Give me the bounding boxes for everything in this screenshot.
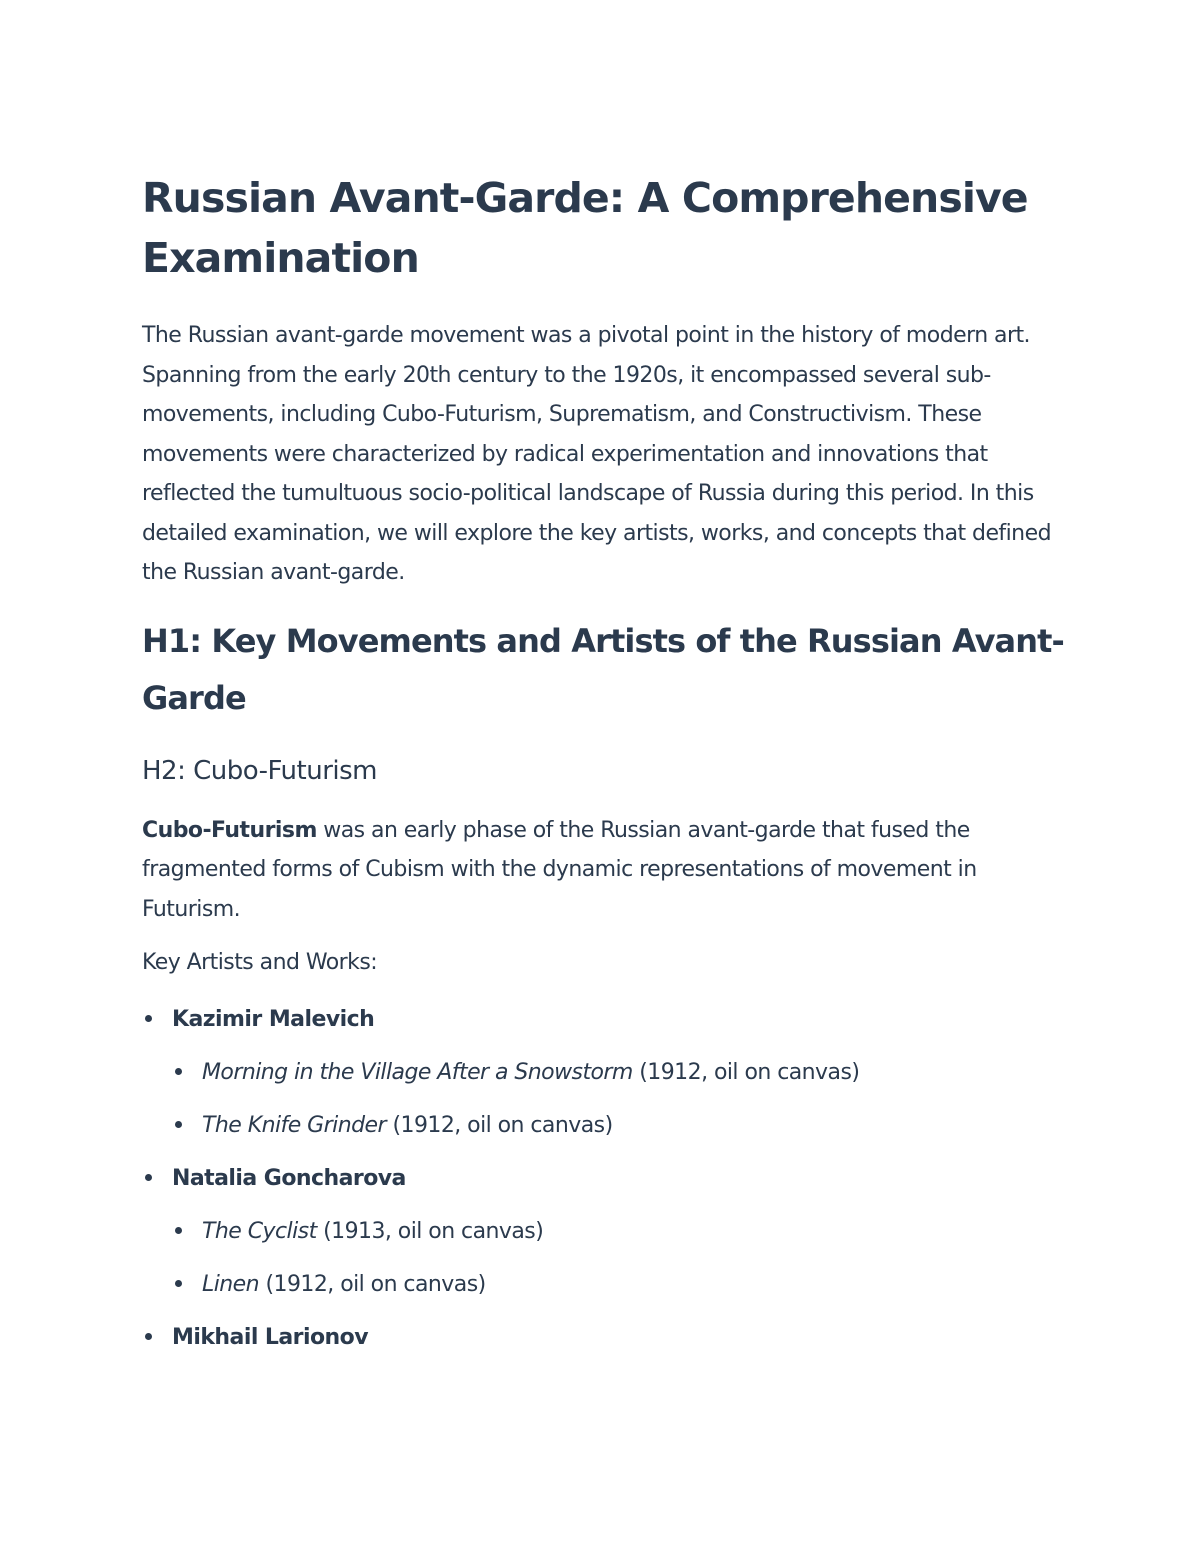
intro-paragraph: The Russian avant-garde movement was a pivotal point in the history of modern art. Spanning from the early 20th century to the 1920s, it encompassed several sub-movements, including Cubo-Futurism, Suprematism, and Constructivism. These movements were characterized by radical experimentation and innovations that reflected the tumultuous socio-political landscape of Russia during this period. In this detailed examination, we will explore the key artists, works, and concepts that defined the Russian avant-garde. <box>142 323 1051 585</box>
works-list <box>172 1046 1072 1152</box>
bullet-icon <box>145 1015 152 1022</box>
works-list <box>172 1205 1072 1311</box>
artist-name: Kazimir Malevich <box>172 1006 375 1032</box>
work-details: (1912, oil on canvas) <box>632 1059 860 1085</box>
work-details: (1913, oil on canvas) <box>316 1218 544 1244</box>
work-item <box>172 1099 1072 1152</box>
cubo-futurism-description: was an early phase of the Russian avant-garde that fused the fragmented forms of Cubism with the dynamic representations of movement in Futurism. <box>142 817 977 922</box>
artists-list <box>142 993 1072 1364</box>
bullet-icon <box>175 1121 182 1128</box>
section-heading-h2: H2: Cubo-Futurism <box>142 755 377 786</box>
work-title: Linen <box>202 1271 260 1297</box>
bullet-icon <box>175 1068 182 1075</box>
document-page <box>142 168 1072 1364</box>
artist-name: Natalia Goncharova <box>172 1165 406 1191</box>
key-artists-label: Key Artists and Works: <box>142 950 378 975</box>
cubo-futurism-term: Cubo-Futurism <box>142 817 317 843</box>
bullet-icon <box>175 1280 182 1287</box>
work-details: (1912, oil on canvas) <box>259 1271 486 1297</box>
work-item <box>172 1258 1072 1311</box>
work-title: The Knife Grinder <box>202 1112 387 1138</box>
artist-item <box>142 993 1072 1152</box>
work-title: The Cyclist <box>202 1218 317 1244</box>
artist-name: Mikhail Larionov <box>172 1324 368 1350</box>
artist-item <box>142 1152 1072 1311</box>
cubo-futurism-paragraph <box>142 811 1072 930</box>
section-heading-h1: H1: Key Movements and Artists of the Russian Avant-Garde <box>142 621 1064 717</box>
bullet-icon <box>175 1227 182 1234</box>
work-item <box>172 1046 1072 1099</box>
bullet-icon <box>145 1174 152 1181</box>
document-title: Russian Avant-Garde: A Comprehensive Examination <box>142 174 1028 282</box>
work-title: Morning in the Village After a Snowstorm <box>202 1059 633 1085</box>
bullet-icon <box>145 1333 152 1340</box>
artist-item <box>142 1311 1072 1364</box>
work-item <box>172 1205 1072 1258</box>
work-details: (1912, oil on canvas) <box>386 1112 613 1138</box>
